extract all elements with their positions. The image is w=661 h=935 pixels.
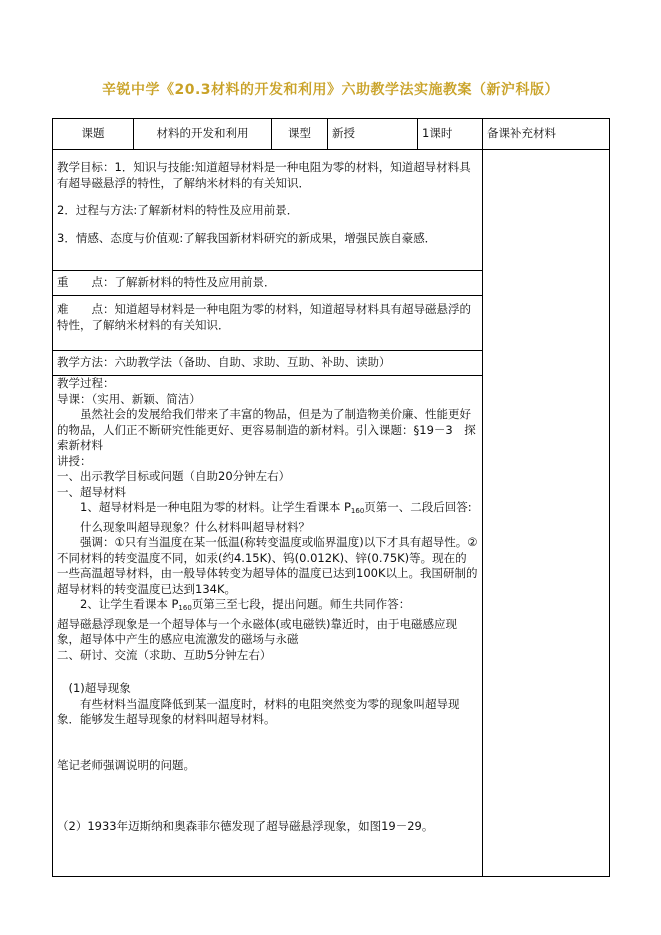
item-1-question: 什么现象叫超导现象？什么材料叫超导材料？ bbox=[80, 519, 310, 534]
objectives-cell bbox=[53, 150, 483, 271]
header-row bbox=[53, 119, 610, 150]
header-type-value: 新授 bbox=[328, 119, 418, 150]
levitation-text: 超导磁悬浮现象是一个超导体与一个永磁体(或电磁铁)靠近时，由于电磁感应现象，超导体中产生的感应电流激发的磁场与永磁 bbox=[57, 616, 457, 646]
section-1-title: (1)超导现象 bbox=[68, 681, 131, 695]
section-superconductor: 一、超导材料 bbox=[57, 484, 126, 499]
intro-text: 虽然社会的发展给我们带来了丰富的物品，但是为了制造物美价廉、性能更好的物品，人们正不断研究性能更好、更容易制造的新材料。引入课题：§19－3 探索新材料 bbox=[57, 407, 476, 452]
section-1-text: 有些材料当温度降低到某一温度时，材料的电阻突然变为零的现象叫超导现象．能够发生超导现象的材料叫超导材料。 bbox=[57, 696, 460, 726]
objectives-row bbox=[53, 150, 610, 271]
header-period: 1课时 bbox=[418, 119, 483, 150]
step-1: 一、出示教学目标或问题（自助20分钟左右） bbox=[57, 469, 291, 483]
lecture-label: 讲授： bbox=[57, 453, 92, 468]
objective-2: 2．过程与方法:了解新材料的特性及应用前景． bbox=[57, 203, 299, 217]
item-1: 1、超导材料是一种电阻为零的材料。让学生看课本 $P_{160}$页第一、二段后回答: bbox=[80, 500, 472, 515]
header-type-label: 课型 bbox=[272, 119, 328, 150]
teaching-method: 教学方法：六助教学法（备助、自助、求助、互助、补助、读助） bbox=[53, 351, 483, 376]
emphasis: 强调：①只有当温度在某一低温(称转变温度或临界温度)以下才具有超导性。②不同材料的转变温度不同，如汞(约4.15K)、钨(0.012K)、锌(0.75K)等。现在的一些高温超导材料，由一般导体转变为超导体的温度已达到100K以上。我国研制的超导材料的转变温度已达到134K。 bbox=[57, 535, 478, 596]
teaching-process bbox=[53, 376, 483, 877]
header-topic-value: 材料的开发和利用 bbox=[134, 119, 272, 150]
notes: 笔记老师强调说明的问题。 bbox=[57, 757, 195, 772]
document-title: 辛锐中学《20.3材料的开发和利用》六助教学法实施教案（新沪科版） bbox=[101, 82, 560, 98]
supplement-column bbox=[483, 150, 610, 877]
difficult-point: 难 点：知道超导材料是一种电阻为零的材料，知道超导材料具有超导磁悬浮的特性，了解纳米材料的有关知识． bbox=[53, 296, 483, 351]
process-heading: 教学过程： bbox=[57, 376, 115, 390]
header-supplement: 备课补充材料 bbox=[483, 119, 610, 150]
item-2: 2、让学生看课本 $P_{160}$页第三至七段，提出问题。师生共同作答： bbox=[80, 597, 411, 612]
objective-1: 教学目标：1．知识与技能:知道超导材料是一种电阻为零的材料，知道超导材料具有超导磁悬浮的特性，了解纳米材料的有关知识． bbox=[57, 160, 471, 190]
header-topic-label: 课题 bbox=[53, 119, 134, 150]
lesson-plan-table bbox=[52, 118, 610, 877]
intro-label: 导课：（实用、新颖、简洁） bbox=[57, 391, 201, 406]
objective-3: 3．情感、态度与价值观:了解我国新材料研究的新成果，增强民族自豪感． bbox=[57, 230, 437, 245]
section-2: （2）1933年迈斯纳和奥森菲尔德发现了超导磁悬浮现象，如图19－29。 bbox=[57, 819, 434, 833]
key-point: 重 点：了解新材料的特性及应用前景． bbox=[53, 271, 483, 296]
step-2: 二、研讨、交流（求助、互助5分钟左右） bbox=[57, 647, 272, 662]
